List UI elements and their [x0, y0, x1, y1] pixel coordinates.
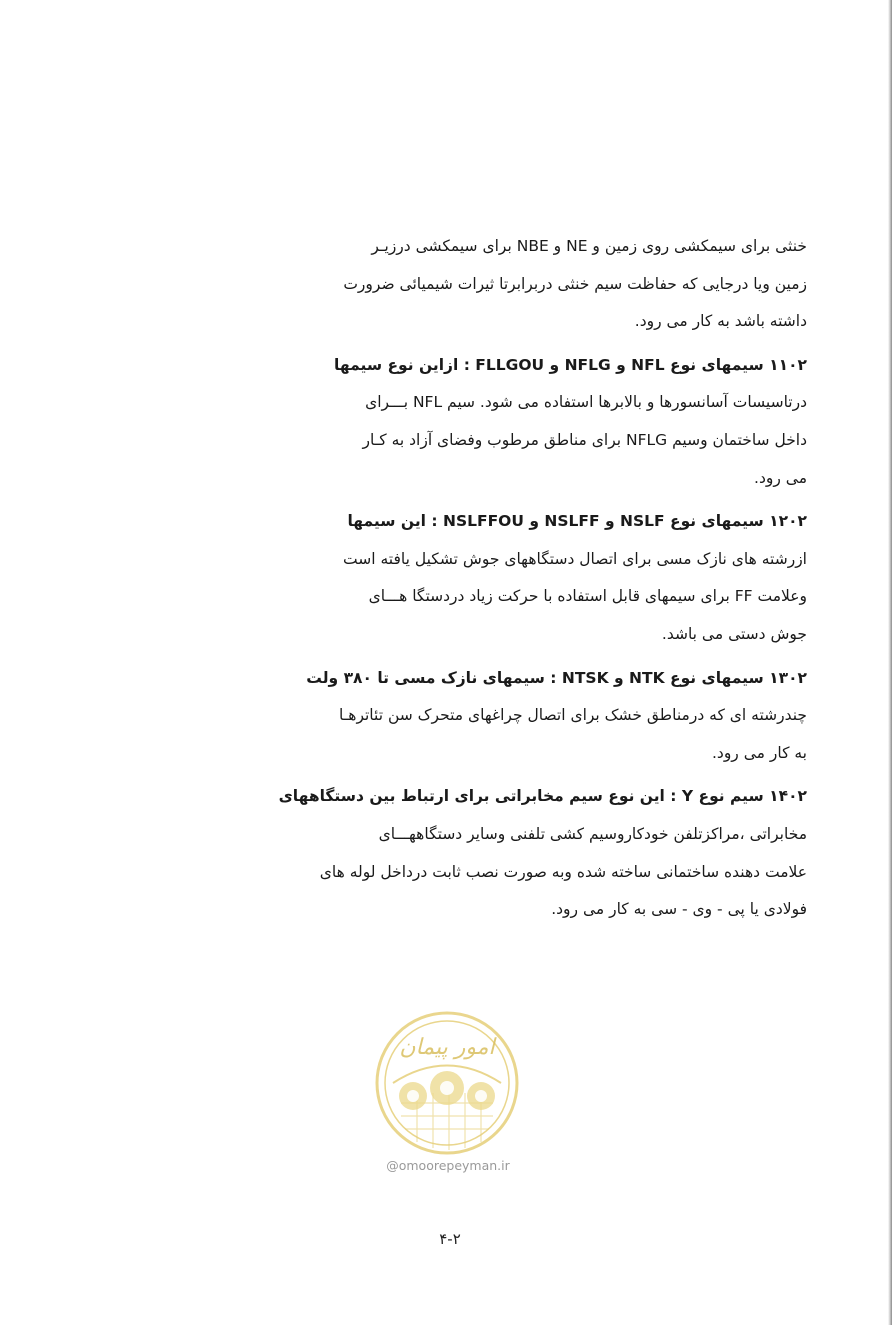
text-line: زمین ویا درجایی که حفاظت سیم خنثی دربرابرتا ثیرات شیمیائی ضرورت	[343, 274, 807, 293]
text-line: داشته باشد به کار می رود.	[634, 312, 807, 331]
text-line: ۱۲۰۲ سیمهای نوع NSLF و NSLFF و NSLFFOU : این سیمها	[347, 512, 807, 531]
text-line: درتاسیسات آسانسورها و بالابرها استفاده می شود. سیم NFL بـــرای	[365, 393, 807, 412]
text-line: فولادی یا پی - وی - سی به کار می رود.	[551, 900, 807, 919]
text-line: داخل ساختمان وسیم NFLG برای مناطق مرطوب وفضای آزاد به کـار	[362, 430, 807, 449]
text-line: خنثی برای سیمکشی روی زمین و NE و NBE برای سیمکشی درزیـر	[371, 237, 807, 255]
paragraph-1402	[125, 778, 807, 928]
text-line: ۱۳۰۲ سیمهای نوع NTK و NTSK : سیمهای نازک مسی تا ۳۸۰ ولت	[306, 668, 807, 687]
watermark-url: @omoorepeyman.ir	[386, 1158, 510, 1173]
text-line: ۱۱۰۲ سیمهای نوع NFL و NFLG و FLLGOU : ازاین نوع سیمها	[334, 355, 807, 374]
text-line: به کار می رود.	[711, 743, 807, 762]
paragraph-1302	[125, 660, 807, 773]
paragraph-1202	[125, 503, 807, 653]
text-line: علامت دهنده ساختمانی ساخته شده وبه صورت نصب ثابت درداخل لوله های	[319, 862, 807, 881]
paragraph-1102	[125, 347, 807, 497]
text-line: وعلامت FF برای سیمهای قابل استفاده با حرکت زیاد دردستگا هـــای	[368, 587, 807, 606]
text-line: چندرشته ای که درمناطق خشک برای اتصال چراغهای متحرک سن تئاترهـا	[339, 706, 807, 725]
document-body	[125, 228, 807, 935]
paragraph-intro-continuation	[125, 228, 807, 341]
text-line: ۱۴۰۲ سیم نوع Y : این نوع سیم مخابراتی برای ارتباط بین دستگاههای	[278, 787, 807, 806]
page-number: ۴-۲	[439, 1230, 461, 1248]
text-line: جوش دستی می باشد.	[661, 624, 807, 643]
watermark-seal-logo	[361, 1008, 533, 1158]
text-line: مخابراتی ،مراکزتلفن خودکاروسیم کشی تلفنی وسایر دستگاههـــای	[378, 824, 807, 843]
page-edge	[888, 0, 892, 1325]
watermark-seal-text: امور پیمان	[399, 1035, 495, 1060]
text-line: می رود.	[754, 468, 807, 487]
text-line: ازرشته های نازک مسی برای اتصال دستگاههای جوش تشکیل یافته است	[343, 549, 807, 568]
